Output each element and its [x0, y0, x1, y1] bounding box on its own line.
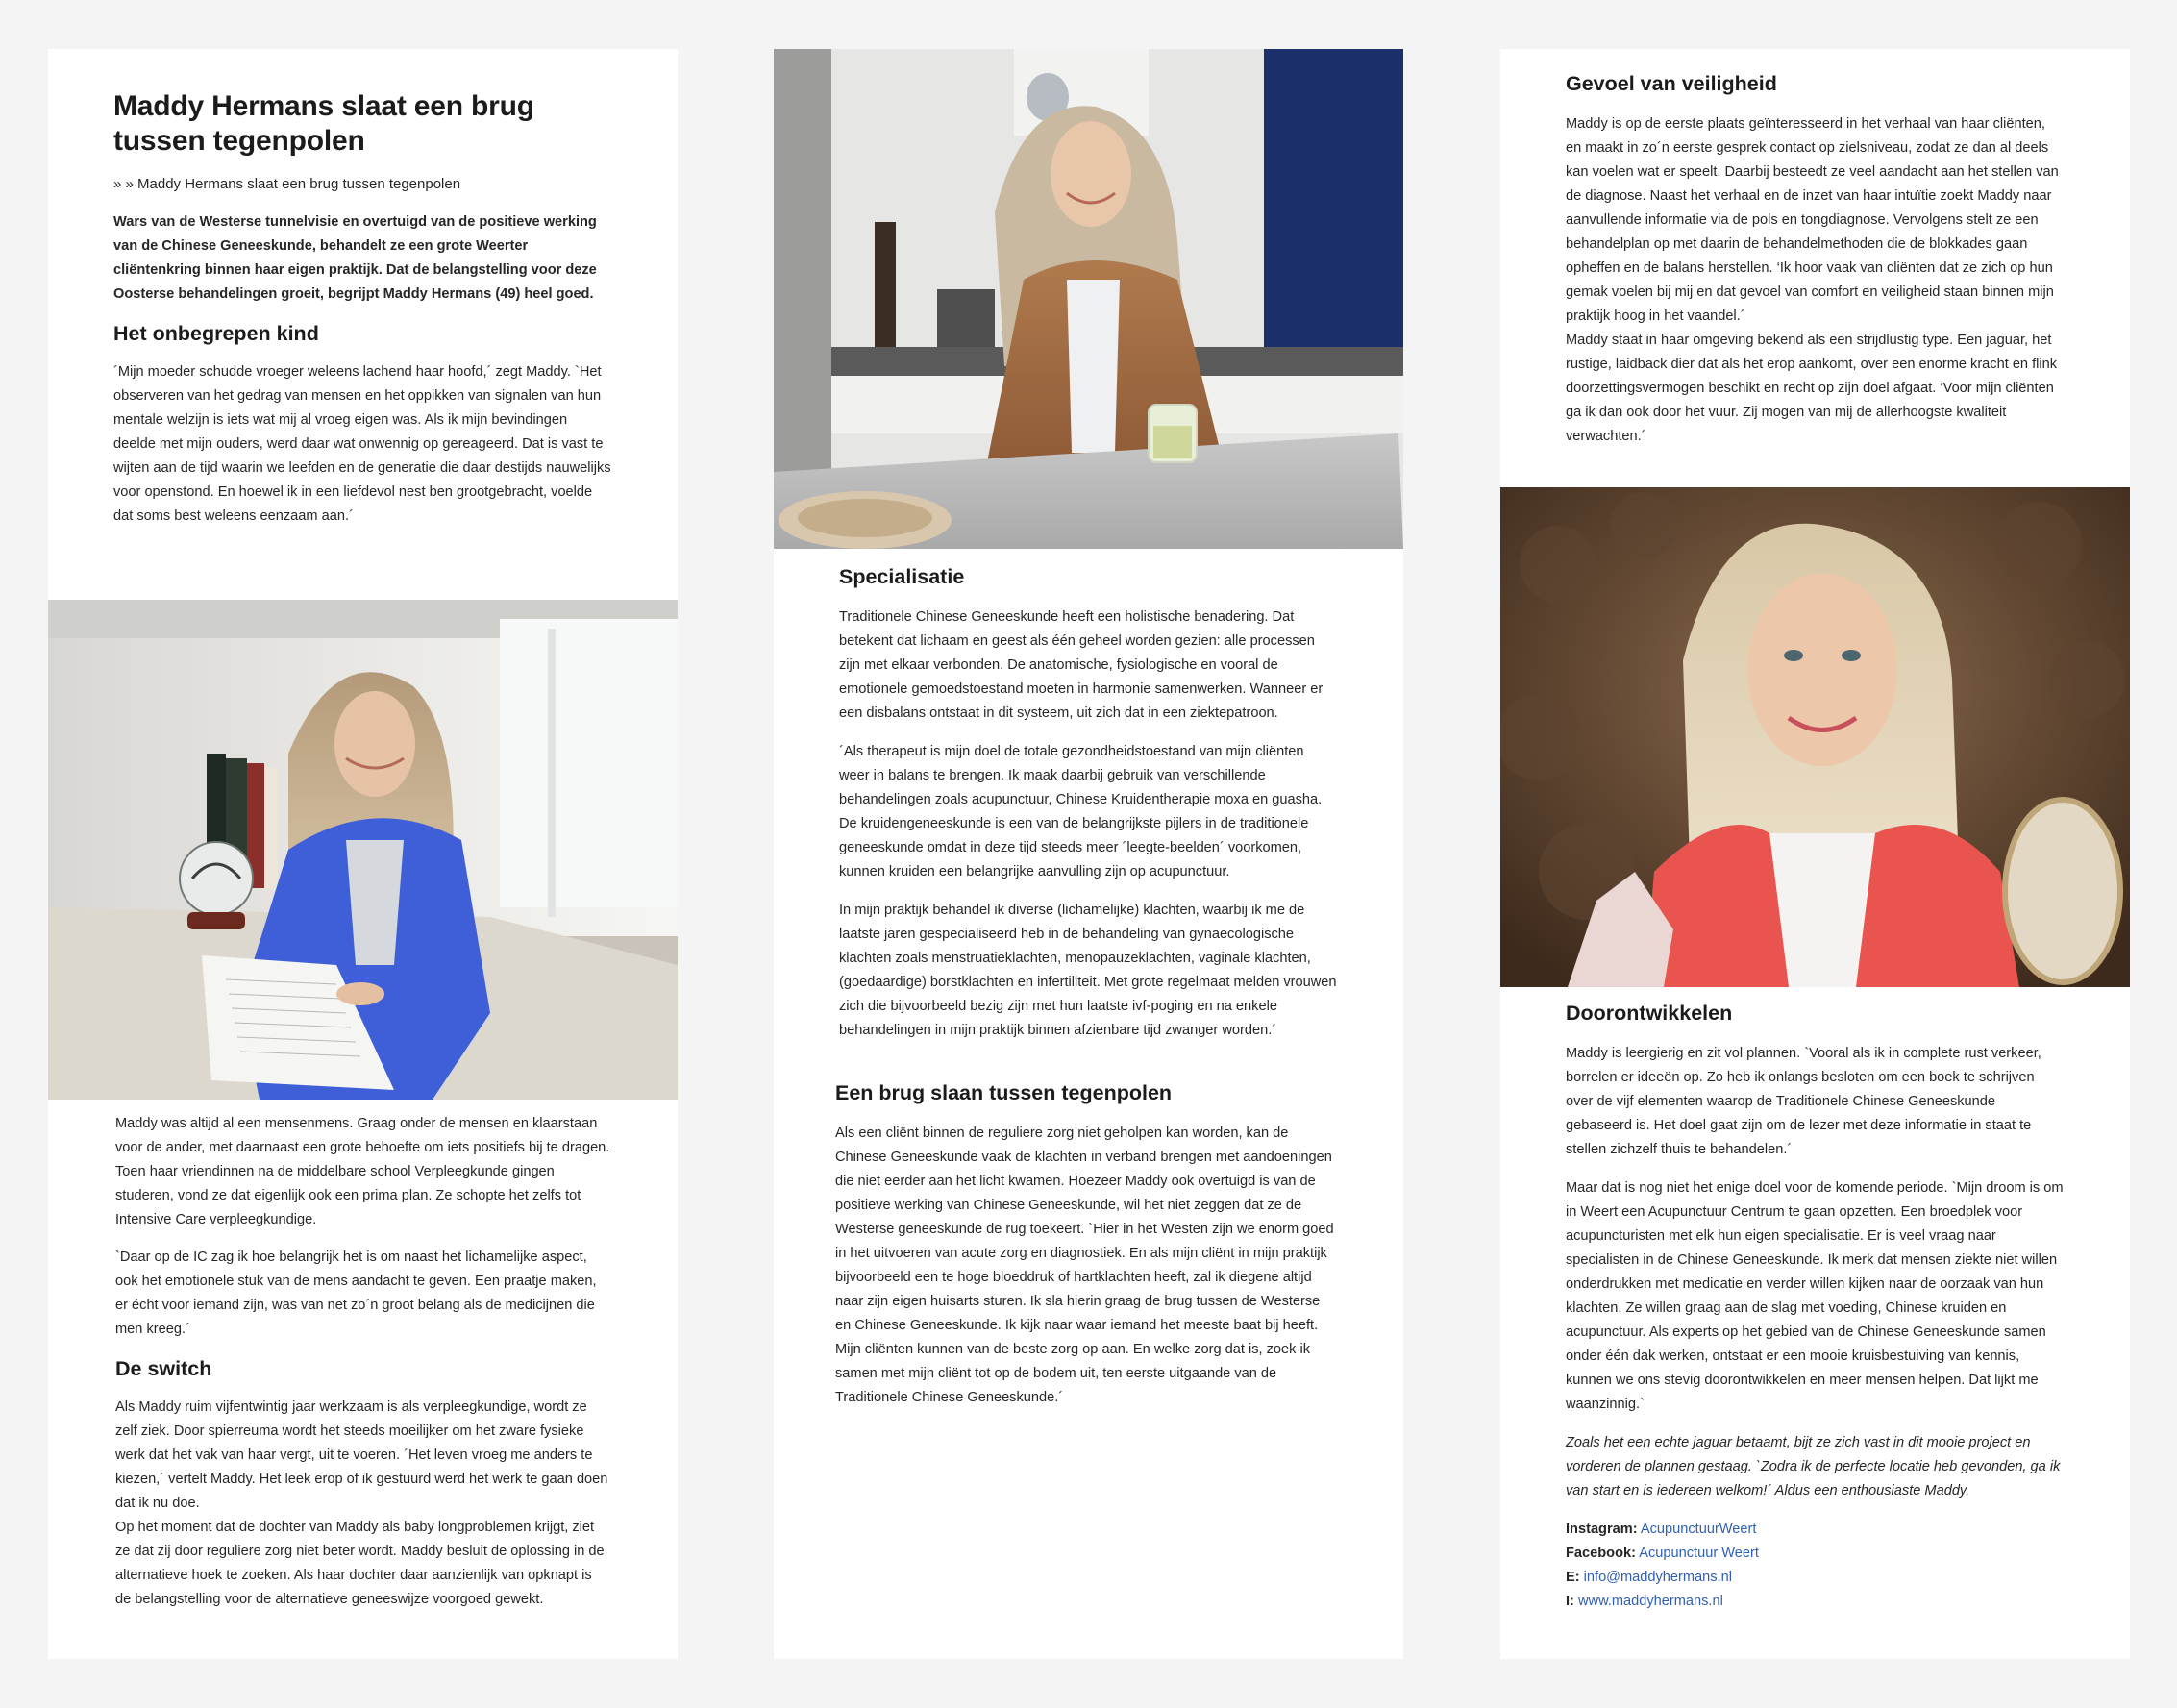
contact-website — [1566, 1590, 2065, 1614]
website-link[interactable]: www.maddyhermans.nl — [1577, 1594, 1723, 1609]
paragraph: Traditionele Chinese Geneeskunde heeft een holistische benadering. Dat betekent dat lichaam en geest als één geheel worden gezien: alle processen zijn met elkaar verbonden. De anatomische, fysiologische en vooral de emotionele gemoedstoestand moeten in harmonie samenwerken. Wanneer er een disbalans ontstaat in dit systeem, uit zich dat in een ziektepatroon. — [839, 609, 1324, 721]
section-heading-brug-slaan: Een brug slaan tussen tegenpolen — [835, 1081, 1173, 1104]
contact-label: E: — [1566, 1570, 1580, 1585]
paragraph: Maddy is leergierig en zit vol plannen. `Vooral als ik in complete rust verkeer, borrelen er ideeën op. Zo heb ik onlangs besloten om een boek te schrijven over de vijf elementen waarop de Traditionele Chinese Geneeskunde gebaseerd is. Het doel gaat zijn om de lezer met deze informatie in staat te stellen zichzelf thuis te behandelen.´ — [1566, 1046, 2041, 1157]
section-heading-onbegrepen-kind: Het onbegrepen kind — [113, 322, 319, 345]
photo-maddy-in-kitchen-image — [774, 49, 1403, 549]
contact-label: I: — [1566, 1594, 1574, 1609]
photo-maddy-portrait-image — [1500, 487, 2130, 987]
article-column-3 — [1500, 49, 2130, 1659]
article-title: Maddy Hermans slaat een brug tussen tegenpolen — [113, 90, 534, 157]
photo-maddy-portrait — [1500, 487, 2130, 987]
paragraph: Als Maddy ruim vijfentwintig jaar werkzaam is als verpleegkundige, wordt ze zelf ziek. Door spierreuma wordt het steeds moeilijker om het zware fysieke werk dat het vak van haar vergt, uit te voeren. ´Het leven vroeg me anders te kiezen,´ vertelt Maddy. Het leek erop of ik gestuurd werd het werk te gaan doen dat ik nu doe. — [115, 1399, 608, 1511]
instagram-link[interactable]: AcupunctuurWeert — [1640, 1522, 1757, 1537]
contact-label: Instagram: — [1566, 1522, 1638, 1537]
email-link[interactable]: info@maddyhermans.nl — [1583, 1570, 1732, 1585]
section-heading-doorontwikkelen: Doorontwikkelen — [1566, 1002, 1733, 1025]
paragraph: Maar dat is nog niet het enige doel voor de komende periode. `Mijn droom is om in Weert een Acupunctuur Centrum te gaan opzetten. Een broedplek voor acupuncturisten met elk hun eigen specialisatie. Er is veel vraag naar specialisten in de Chinese Geneeskunde. Ik merk dat mensen ziekte niet willen onderdrukken met medicatie en verder willen kijken naar de oorzaak van hun klachten. Ze willen graag aan de slag met voeding, Chinese kruiden en acupunctuur. Als experts op het gebied van de Chinese Geneeskunde samen onder één dak werken, ontstaat er een mooie kruisbestuiving van kennis, kunnen we ons stevig doorontwikkelen en meer mensen helpen. Dat lijkt me waanzinnig.` — [1566, 1180, 2064, 1412]
article-column-1 — [48, 49, 678, 1659]
section-heading-gevoel-van-veiligheid: Gevoel van veiligheid — [1566, 72, 1777, 95]
photo-maddy-at-desk-image — [48, 600, 678, 1100]
paragraph: ´Mijn moeder schudde vroeger weleens lachend haar hoofd,´ zegt Maddy. `Het observeren van het gedrag van mensen en het oppikken van signalen van hun mentale welzijn is iets wat mij al vroeg eigen was. Als ik mijn bevindingen deelde met mijn ouders, werd daar wat onwennig op gereageerd. Dat is vast te wijten aan de tijd waarin we leefden en de generatie die daar destijds nauwelijks voor openstond. En hoewel ik in een liefdevol nest ben grootgebracht, voelde dat soms best weleens eenzaam aan.´ — [113, 364, 611, 524]
article-column-2 — [774, 49, 1403, 1659]
paragraph: Maddy is op de eerste plaats geïnteresseerd in het verhaal van haar cliënten, en maakt in zo´n eerste gesprek contact op zielsniveau, zodat ze dan al deels kan voelen wat er speelt. Daarbij besteedt ze veel aandacht aan het stellen van de diagnose. Naast het verhaal en de inzet van haar intuïtie zoekt Maddy naar aanvullende informatie via de pols en tongdiagnose. Vervolgens stelt ze een behandelplan op met daarin de behandelmethoden die de blokkades gaan opheffen en de balans herstellen. ‘Ik hoor vaak van cliënten dat ze zich op hun gemak voelen bij mij en dat gevoel van comfort en veiligheid staan binnen mijn praktijk hoog in het vaandel.´ — [1566, 116, 2059, 324]
photo-maddy-at-desk — [48, 600, 678, 1100]
paragraph: `Daar op de IC zag ik hoe belangrijk het is om naast het lichamelijke aspect, ook het emotionele stuk van de mens aandacht te geven. Een praatje maken, er écht voor iemand zijn, was van net zo´n groot belang als de medicijnen die men kreeg.´ — [115, 1250, 597, 1337]
section-heading-de-switch: De switch — [115, 1357, 212, 1380]
contact-block — [1566, 1518, 2065, 1614]
paragraph: Op het moment dat de dochter van Maddy als baby longproblemen krijgt, ziet ze dat zij door reguliere zorg niet beter wordt. Maddy besluit de oplossing in de alternatieve hoek te zoeken. Als haar dochter daar aanzienlijk van opknapt is de belangstelling voor de alternatieve geneeswijze voorgoed gewekt. — [115, 1520, 605, 1607]
paragraph-italic: Zoals het een echte jaguar betaamt, bijt ze zich vast in dit mooie project en vorderen de plannen gestaag. `Zodra ik de perfecte locatie heb gevonden, ga ik van start en is iedereen welkom!´ Aldus een enthousiaste Maddy. — [1566, 1435, 2061, 1498]
breadcrumb[interactable]: » » Maddy Hermans slaat een brug tussen tegenpolen — [113, 176, 461, 192]
contact-instagram — [1566, 1518, 2065, 1542]
contact-email — [1566, 1566, 2065, 1590]
paragraph: ´Als therapeut is mijn doel de totale gezondheidstoestand van mijn cliënten weer in balans te brengen. Ik maak daarbij gebruik van verschillende behandelingen zoals acupunctuur, Chinese Kruidentherapie moxa en guasha. De kruidengeneeskunde is een van de belangrijkste pijlers in de traditionele geneeskunde omdat in deze tijd steeds meer ´leegte-beelden´ voorkomen, kunnen kruiden een belangrijke aanvulling zijn op acupunctuur. — [839, 744, 1323, 879]
paragraph: In mijn praktijk behandel ik diverse (lichamelijke) klachten, waarbij ik me de laatste jaren gespecialiseerd heb in de behandeling van gynaecologische klachten zoals menstruatieklachten, menopauzeklachten, vaginale klachten, (goedaardige) borstklachten en infertiliteit. Met grote regelmaat melden vrouwen zich die bijvoorbeeld bezig zijn met hun laatste ivf-poging en na enkele behandelingen in mijn praktijk binnen afzienbare tijd zwanger worden.´ — [839, 903, 1337, 1038]
contact-label: Facebook: — [1566, 1546, 1636, 1561]
section-heading-specialisatie: Specialisatie — [839, 565, 965, 588]
article-intro: Wars van de Westerse tunnelvisie en overtuigd van de positieve werking van de Chinese Geneeskunde, behandelt ze een grote Weerter cliëntenkring binnen haar eigen praktijk. Dat de belangstelling voor deze Oosterse behandelingen groeit, begrijpt Maddy Hermans (49) heel goed. — [113, 214, 597, 302]
facebook-link[interactable]: Acupunctuur Weert — [1639, 1546, 1759, 1561]
paragraph: Maddy was altijd al een mensenmens. Graag onder de mensen en klaarstaan voor de ander, met daarnaast een grote behoefte om iets positiefs bij te dragen. Toen haar vriendinnen na de middelbare school Verpleegkunde gingen studeren, vond ze dat eigenlijk ook een prima plan. Ze schopte het zelfs tot Intensive Care verpleegkundige. — [115, 1116, 610, 1227]
photo-maddy-in-kitchen — [774, 49, 1403, 549]
paragraph: Als een cliënt binnen de reguliere zorg niet geholpen kan worden, kan de Chinese Geneeskunde vaak de klachten in verband brengen met aandoeningen die niet eerder aan het licht kwamen. Hoezeer Maddy ook overtuigd is van de positieve werking van Chinese Geneeskunde, wil het niet zeggen dat ze de Westerse geneeskunde de rug toekeert. `Hier in het Westen zijn we enorm goed in het uitvoeren van acute zorg en diagnostiek. En als mijn cliënt in mijn praktijk bijvoorbeeld een te hoge bloeddruk of hartklachten heeft, zal ik diegene altijd naar zijn eigen huisarts sturen. Ik sla hierin graag de brug tussen de Westerse en Chinese Geneeskunde. Ik kijk naar waar iemand het meeste baat bij heeft. Mijn cliënten kunnen van de beste zorg op aan. En welke zorg dat is, zoek ik samen met mijn cliënt tot op de bodem uit, ten eerste uitgaande van de Traditionele Chinese Geneeskunde.´ — [835, 1126, 1334, 1405]
contact-facebook — [1566, 1542, 2065, 1566]
paragraph: Maddy staat in haar omgeving bekend als een strijdlustig type. Een jaguar, het rustige, laidback dier dat als het erop aankomt, over een enorme kracht en flink doorzettingsvermogen beschikt en recht op zijn doel afgaat. ‘Voor mijn cliënten ga ik dan ook door het vuur. Zij mogen van mij de allerhoogste kwaliteit verwachten.´ — [1566, 333, 2058, 444]
